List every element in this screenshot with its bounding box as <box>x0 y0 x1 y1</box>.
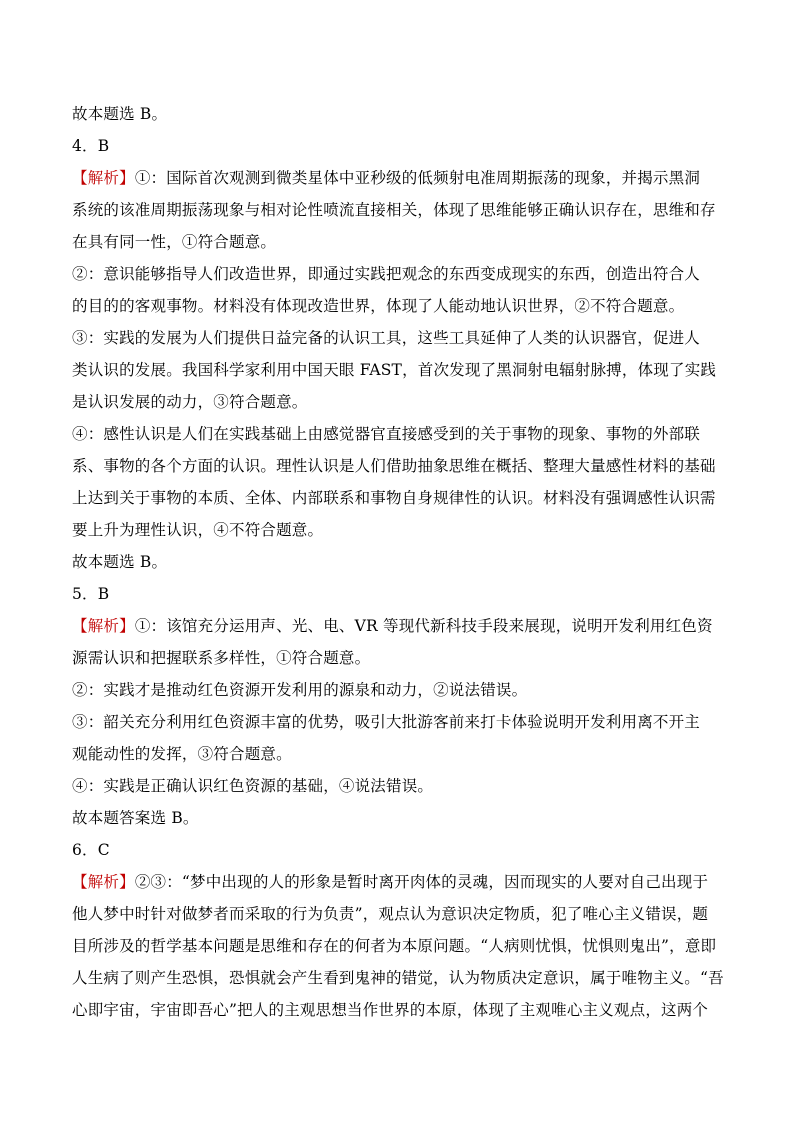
text-line: ③：实践的发展为人们提供日益完备的认识工具，这些工具延伸了人类的认识器官，促进人 <box>72 329 701 347</box>
question-answer: 6．C <box>72 841 110 859</box>
text-line: 心即宇宙，宇宙即吾心”把人的主观思想当作世界的本原，体现了主观唯心主义观点，这两个 <box>72 1001 709 1019</box>
analysis-tag: 【解析】 <box>72 873 135 891</box>
text-line: 系、事物的各个方面的认识。理性认识是人们借助抽象思维在概括、整理大量感性材料的基础 <box>72 457 716 475</box>
text-line: ④：感性认识是人们在实践基础上由感觉器官直接感受到的关于事物的现象、事物的外部联 <box>72 425 701 443</box>
text-line: 在具有同一性，①符合题意。 <box>72 233 277 251</box>
text-line: 目所涉及的哲学基本问题是思维和存在的何者为本原问题。“人病则忧惧，忧惧则鬼出”，意即 <box>72 937 717 955</box>
text-line: 人生病了则产生恐惧，恐惧就会产生看到鬼神的错觉，认为物质决定意识，属于唯物主义。“吾 <box>72 969 724 987</box>
text-line: 故本题选 B。 <box>72 553 168 571</box>
text-line: 的目的的客观事物。材料没有体现改造世界，体现了人能动地认识世界，②不符合题意。 <box>72 297 685 315</box>
analysis-tag: 【解析】 <box>72 169 135 187</box>
text-line: ②：实践才是推动红色资源开发利用的源泉和动力，②说法错误。 <box>72 681 528 699</box>
text-line: 【解析】②③：“梦中出现的人的形象是暂时离开肉体的灵魂，因而现实的人要对自己出现于 <box>72 873 709 891</box>
text-line: 是认识发展的动力，③符合题意。 <box>72 393 308 411</box>
question-answer: 5．B <box>72 585 110 603</box>
text-line: ④：实践是正确认识红色资源的基础，④说法错误。 <box>72 777 434 795</box>
document-body <box>72 98 722 1026</box>
text-line: 【解析】①：该馆充分运用声、光、电、VR 等现代新科技手段来展现，说明开发利用红色资 <box>72 617 713 635</box>
text-line: 他人梦中时针对做梦者而采取的行为负责”，观点认为意识决定物质，犯了唯心主义错误，题 <box>72 905 709 923</box>
text-line: 故本题答案选 B。 <box>72 809 199 827</box>
text-line: 故本题选 B。 <box>72 105 168 123</box>
analysis-tag: 【解析】 <box>72 617 135 635</box>
text-line: 上达到关于事物的本质、全体、内部联系和事物自身规律性的认识。材料没有强调感性认识需 <box>72 489 716 507</box>
text-line: ②：意识能够指导人们改造世界，即通过实践把观念的东西变成现实的东西，创造出符合人 <box>72 265 701 283</box>
text-line: ③：韶关充分利用红色资源丰富的优势，吸引大批游客前来打卡体验说明开发利用离不开主 <box>72 713 701 731</box>
text-line: 【解析】①：国际首次观测到微类星体中亚秒级的低频射电准周期振荡的现象，并揭示黑洞 <box>72 169 701 187</box>
text-line: 要上升为理性认识，④不符合题意。 <box>72 521 324 539</box>
text-line: 系统的该准周期振荡现象与相对论性喷流直接相关，体现了思维能够正确认识存在，思维和存 <box>72 201 716 219</box>
text-line: 类认识的发展。我国科学家利用中国天眼 FAST，首次发现了黑洞射电辐射脉搏，体现了实践 <box>72 361 717 379</box>
text-line: 源需认识和把握联系多样性，①符合题意。 <box>72 649 371 667</box>
text-line: 观能动性的发挥，③符合题意。 <box>72 745 292 763</box>
question-answer: 4．B <box>72 137 110 155</box>
